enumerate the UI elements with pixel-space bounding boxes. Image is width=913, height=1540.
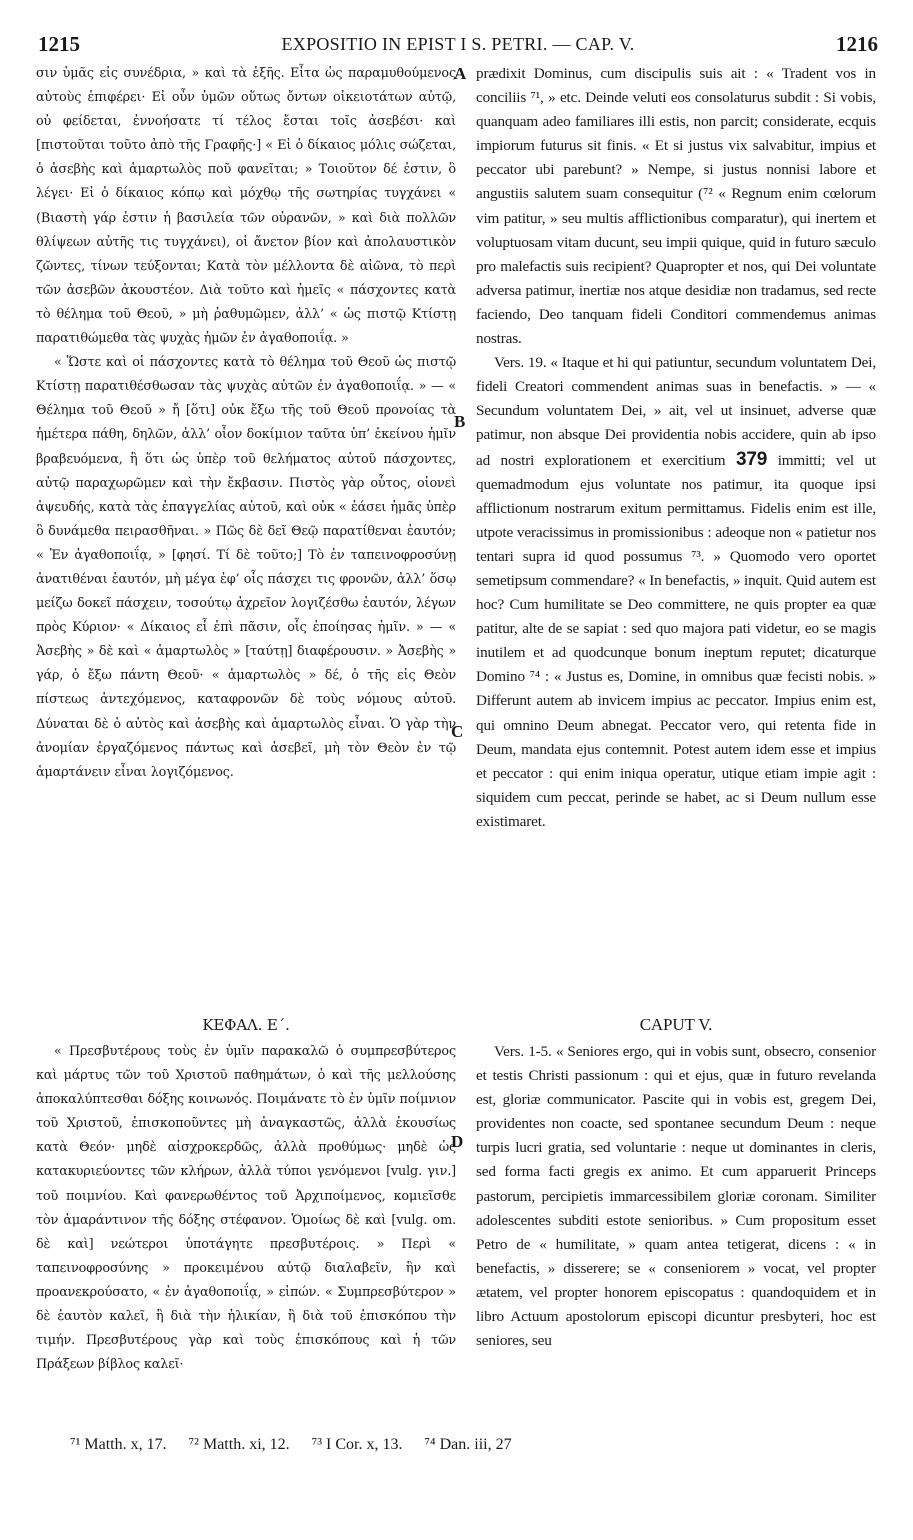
page-header: [38, 32, 878, 62]
column-number: 379: [735, 448, 768, 470]
greek-paragraph: σιν ὑμᾶς εἰς συνέδρια, » καὶ τὰ ἑξῆς. Εἶτα ὡς παραμυθούμενος αὐτοὺς ἐπιφέρει· Εἰ οὖν ὑμῶν οὕτως ὄντων οἰκειοτάτων αὐτῷ, οὐ φείδεται, ἐννοήσατε τί τέλος ἔσται τοῖς ἀσεβέσι· καὶ [πιστοῦται τοῦτο ἀπὸ τῆς Γραφῆς·] « Εἰ ὁ δίκαιος μόλις σώζεται, ὁ ἀσεβὴς καὶ ἁμαρτωλὸς ποῦ φανεῖται; » Τοιοῦτον δέ ἐστιν, ὃ λέγει· Εἰ ὁ δίκαιος κόπῳ καὶ μόχθῳ τῆς σωτηρίας τυγχάνει « (Βιαστὴ γάρ ἐστιν ἡ βασιλεία τῶν οὐρανῶν, » καὶ διὰ πολλῶν θλίψεων αὐτῆς τις τυγχάνει), οἱ ἄνετον βίον καὶ ἀπολαυστικὸν ζῶντες, τίνων τεύξονται; Κατὰ τὸν μέλλοντα δὲ αἰῶνα, τὸ περὶ τῶν ἀσεβῶν ἀκουστέον. Διὰ τοῦτο καὶ ἡμεῖς « πάσχοντες κατὰ τὸ θέλημα τοῦ Θεοῦ, » μὴ ῥαθυμῶμεν, ἀλλ’ « ὡς πιστῷ Κτίστῃ παρατιθώμεθα τὰς ψυχὰς ἡμῶν ἐν ἀγαθοποιΐᾳ. »: [36, 66, 456, 347]
greek-paragraph: « Ὥστε καὶ οἱ πάσχοντες κατὰ τὸ θέλημα τοῦ Θεοῦ ὡς πιστῷ Κτίστῃ παρατιθέσθωσαν τὰς ψυχὰς αὐτῶν ἐν ἀγαθοποιΐᾳ. » — « Θέλημα τοῦ Θεοῦ » ἤ [ὅτι] οὐκ ἔξω τῆς τοῦ Θεοῦ προνοίας τὰ ἡμέτερα πάθη, δηλῶν, ἀλλ’ οἷον δοκίμιον ταῦτα ὑπ’ ἐκείνου ἡμῖν βραβευόμενα, ἢ ὅτι ὡς ὑπὲρ τοῦ θελήματος αὐτοῦ πάσχοντες, αὐτῷ παραχωρῶμεν καὶ τὴν ἔκβασιν. Πιστὸς γὰρ οὗτος, οἱονεὶ ἀψευδής, κατὰ τὰς ἐπαγγελίας αὐτοῦ, καὶ οὐκ « ἐάσει ἡμᾶς ὑπὲρ ὃ δυνάμεθα πειρασθῆναι. » Πῶς δὲ δεῖ Θεῷ παρατίθεναι ἑαυτόν; « Ἐν ἀγαθοποιΐᾳ, » [φησί. Τί δὲ τοῦτο;] Τὸ ἐν ταπεινοφροσύνῃ ἀνατιθέναι ἑαυτόν, μὴ μέγα ἐφ’ οἷς πάσχει τις φρονῶν, ἀλλ’ ὅσῳ μείζω δοκεῖ πάσχειν, τοσούτῳ ἀχρεῖον λογιζέσθω ἑαυτόν, λέγων πρὸς Κύριον· « Δίκαιος εἶ ἐπὶ πᾶσιν, οἷς ἐποίησας ἡμῖν. » — « Ἀσεβὴς » δὲ καὶ « ἁμαρτωλὸς » [ταύτῃ] διαφέρουσιν. » Ἀσεβὴς » γάρ, ὁ ἔξω πάντη Θεοῦ· « ἁμαρτωλὸς » δέ, ὁ τῆς εἰς Θεὸν πίστεως ἀντεχόμενος, καταφρονῶν δὲ τοὺς νόμους αὐτοῦ. Δύναται δὲ ὁ αὐτὸς καὶ ἀσεβὴς καὶ ἁμαρτωλὸς εἶναι. Ὁ γὰρ τὴν ἀνομίαν ἐργαζόμενος πάντως καὶ ἀσεβεῖ, μὴ τὸν Θεὸν ἐν τῷ ἁμαρτάνειν εἶναι λογιζόμενος.: [36, 355, 456, 780]
greek-paragraph: « Πρεσβυτέρους τοὺς ἐν ὑμῖν παρακαλῶ ὁ συμπρεσβύτερος καὶ μάρτυς τῶν τοῦ Χριστοῦ παθημάτων, ὁ καὶ τῆς μελλούσης ἀποκαλύπτεσθαι δόξης κοινωνός. Ποιμάνατε τὸ ἐν ὑμῖν ποίμνιον τοῦ Χριστοῦ, ἐπισκοποῦντες μὴ ἀναγκαστῶς, ἀλλὰ ἑκουσίως κατὰ Θεόν· μηδὲ αἰσχροκερδῶς, ἀλλὰ προθύμως· μηδὲ ὡς κατακυριεύοντες τῶν κλήρων, ἀλλὰ τύποι γενόμενοι [vulg. γιν.] τοῦ ποιμνίου. Καὶ φανερωθέντος τοῦ Ἀρχιποίμενος, κομιεῖσθε τὸν ἀμαράντινον τῆς δόξης στέφανον. Ὁμοίως δὲ καὶ [vulg. om. δὲ καὶ] νεώτεροι ὑποτάγητε πρεσβυτέροις. » Περὶ « ταπεινοφροσύνης » προκειμένου αὐτῷ διαλαβεῖν, ἣν καὶ προανεκρούσατο, « ἐν ἀγαθοποιΐᾳ, » εἰπών. « Συμπρεσβύτερον » δὲ ἑαυτὸν καλεῖ, ἢ διὰ τὴν ἡλικίαν, ἢ διὰ τοῦ ἐπισκόπου τὴν τιμήν. Πρεσβυτέρους γὰρ καὶ τοὺς ἐπισκόπους καὶ ἡ τῶν Πράξεων βίβλος καλεῖ·: [36, 1044, 456, 1373]
footnotes: [70, 1436, 830, 1454]
latin-paragraph: [476, 351, 876, 834]
latin-column-top: [476, 62, 876, 834]
latin-text: Vers. 19. « Itaque et hi qui patiuntur, secundum voluntatem Dei, fideli Creatori commendent animas suas in benefactis. » — « Secundum voluntatem Dei, » ait, vel ut insinuet, adverse quæ patimur, non absque Dei providentia nobis accidere, quin ab ipso ad nostri explorationem et exercitium: [476, 354, 876, 469]
page-number-left: 1215: [38, 32, 80, 56]
greek-column-top: [36, 62, 456, 785]
footnote: ⁷⁴ Dan. iii, 27: [424, 1436, 512, 1453]
latin-text: immitti; vel ut quemadmodum ejus voluntate nos patimur, ita quoque ipsi afflictionum nostrarum exitum permittamus. Fidelis enim est ille, utpote veracissimus in promissionibus : adeoque non « patietur nos tentari supra id quod possumus ⁷³. » Quomodo vero oportet semetipsum commendare? « In benefactis, » inquit. Quid autem est hoc? Cum humilitate se Deo committere, ne quis propter ea quæ patitur, alte de se sapiat : sed quo majora pati videtur, eo se magis inutilem et ad quodcunque bonum ineptum reputet; dicaturque Domino ⁷⁴ : « Justus es, Domine, in omnibus quæ fecisti nobis. » Differunt autem ab invicem impius ac peccator. Impius enim est, qui omnino Deum abnegat. Peccator vero, qui retenta fide in Deum, mandata ejus contemnit. Potest autem idem esse et impius et peccator : qui enim iniqua operatur, utique etiam impie agit : siquidem cum peccat, perinde se habet, ac si Deum nullum esse existimaret.: [476, 451, 876, 830]
margin-letter-a: A: [454, 64, 467, 83]
margin-letter-b: B: [454, 412, 466, 431]
greek-column-bottom: [36, 1014, 456, 1377]
latin-paragraph: Vers. 1-5. « Seniores ergo, qui in vobis sunt, obsecro, consenior et testis Christi passionum : qui et ejus, quæ in futuro revelanda est, gloriæ communicator. Pascite qui in vobis est, gregem Dei, providentes non coacte, sed spontanee secundum Deum : neque turpis lucri gratia, sed voluntarie : neque ut dominantes in cleris, sed forma facti gregis ex animo. Et cum apparuerit Princeps pastorum, percipietis immarcessibilem gloriæ coronam. Similiter adolescentes subditi estote senioribus. » Cum propositum esset Petro de « humilitate, » quam antea tetigerat, dicens : « in benefactis, » disserere; se « conseniorem » vocat, vel propter ætatem, vel propter honorem episcopatus : quandoquidem et in libro Actuum apostolorum episcopi dicuntur presbyteri, hoc est seniores, seu: [476, 1043, 876, 1350]
latin-paragraph: prædixit Dominus, cum discipulis suis ait : « Tradent vos in conciliis ⁷¹, » etc. Deinde veluti eos consolaturus subdit : Si vobis, quanquam adeo familiares illi estis, non parcit; considerate, ecquis impiorum futurus sit finis. « Et si justus vix salvabitur, impius et peccator ubi parebunt? » Nempe, si justus nonnisi labore et angustiis salutem suam consequitur (⁷² « Regnum enim cœlorum vim patitur, » seu multis afflictionibus comparatur), qui inertem et voluptuosam vitam ducunt, seu impii quique, quid in futuro sæculo pro malefactis suis recipient? Quapropter et nos, qui Dei voluntate adversa patimur, inertiæ nos atque desidiæ non tradamus, sed recte faciendo, Deo tanquam fideli Conditori commendemus animas nostras.: [476, 65, 876, 348]
page-number-right: 1216: [836, 32, 878, 56]
chapter-heading-greek: ΚΕΦΑΛ. Ε΄.: [202, 1016, 290, 1034]
running-head: EXPOSITIO IN EPIST I S. PETRI. — CAP. V.: [281, 34, 635, 54]
footnote: ⁷¹ Matth. x, 17.: [70, 1436, 167, 1453]
margin-letter-c: C: [451, 722, 464, 741]
latin-column-bottom: [476, 1014, 876, 1353]
footnote: ⁷² Matth. xi, 12.: [188, 1436, 290, 1453]
chapter-heading-latin: CAPUT V.: [639, 1015, 713, 1034]
margin-letter-d: D: [451, 1132, 464, 1151]
footnote: ⁷³ I Cor. x, 13.: [311, 1436, 403, 1453]
